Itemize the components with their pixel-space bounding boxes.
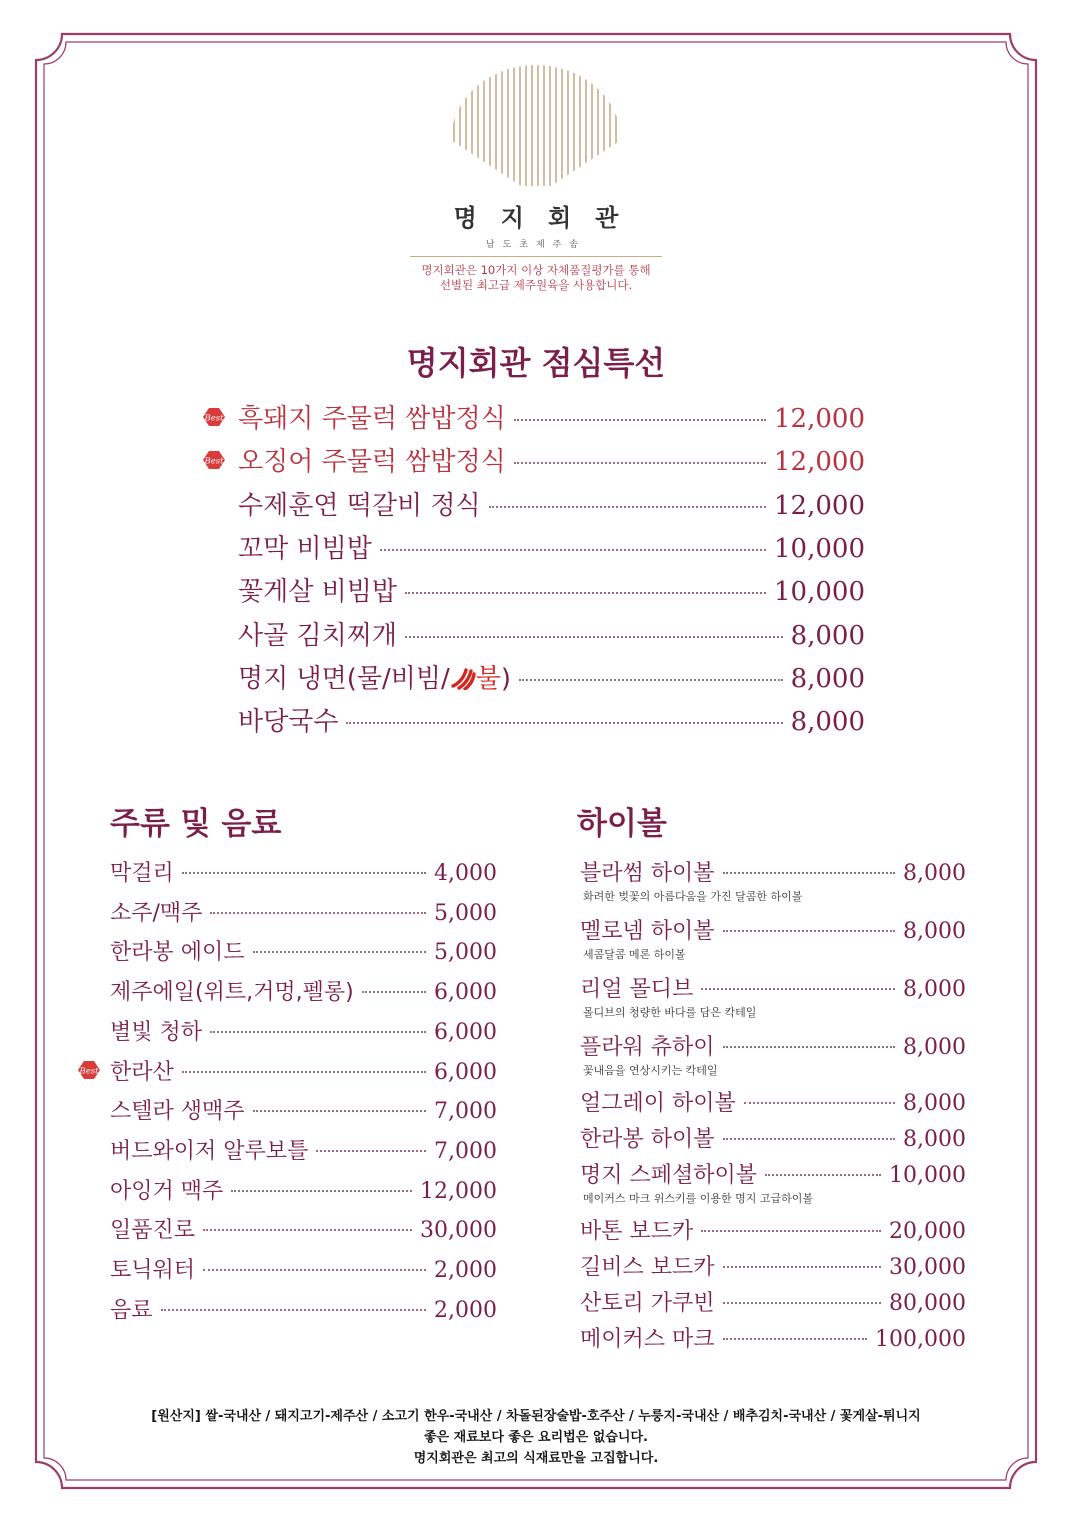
menu-item-price: 2,000 [434, 1258, 497, 1283]
menu-item-name [580, 914, 715, 945]
dot-leader [316, 1150, 426, 1152]
dot-leader [744, 1102, 895, 1104]
menu-item-name-text: 제주에일(위트,거멍,펠롱) [110, 980, 354, 1006]
menu-item-name-text: 메이커스 마크 [580, 1327, 715, 1352]
menu-row [580, 1158, 966, 1188]
dot-leader [380, 549, 766, 551]
dot-leader [253, 1110, 427, 1112]
menu-item-price: 6,000 [434, 1059, 497, 1085]
menu-item-name [110, 1094, 245, 1125]
best-badge-icon [199, 406, 229, 428]
menu-row [580, 972, 966, 1002]
menu-item-price: 8,000 [790, 663, 865, 694]
menu-row [580, 1030, 966, 1060]
menu-row [110, 1015, 497, 1047]
menu-row [238, 701, 865, 737]
menu-row [580, 1086, 966, 1116]
menu-item-name [580, 1214, 693, 1245]
menu-item-name-text: 토닉워터 [110, 1258, 196, 1283]
menu-item-name-text: 명지 냉면(물/비빔/ [238, 663, 450, 694]
menu-item-name-text: 바당국수 [238, 707, 339, 738]
menu-row [580, 1286, 966, 1316]
dot-leader [346, 722, 782, 724]
menu-item-name [580, 1122, 715, 1153]
menu-row [580, 1122, 966, 1152]
dot-leader [362, 991, 426, 993]
menu-item-name [238, 571, 397, 608]
menu-item-name [580, 1250, 715, 1281]
menu-item-name-text: 길비스 보드카 [580, 1255, 715, 1280]
menu-item-price: 7,000 [434, 1138, 497, 1164]
menu-item-price: 12,000 [774, 490, 865, 521]
brand-description-line1: 명지회관은 10가지 이상 자체품질평가를 통해 [421, 263, 651, 277]
dot-leader [723, 1046, 896, 1048]
menu-row [110, 1094, 497, 1126]
menu-item-name [238, 701, 338, 738]
menu-item-name [580, 1158, 757, 1189]
menu-item-price: 2,000 [434, 1297, 497, 1323]
menu-row [238, 658, 865, 694]
dot-leader [203, 1229, 412, 1231]
menu-item-price: 7,000 [434, 1099, 497, 1125]
menu-item-name [580, 1086, 736, 1117]
menu-row [110, 896, 497, 928]
dot-leader [405, 592, 766, 594]
menu-item-name [580, 856, 715, 887]
spicy-label: 불 [475, 663, 501, 694]
dot-leader [723, 872, 896, 874]
dot-leader [514, 419, 766, 421]
menu-item-name-text: 오징어 주물럭 쌈밥정식 [238, 447, 506, 478]
menu-item-name [110, 935, 245, 966]
menu-item-name-text: 한라봉 하이볼 [580, 1127, 715, 1152]
menu-item-price: 4,000 [434, 861, 497, 886]
menu-item-name [238, 441, 506, 478]
dot-leader [182, 872, 426, 874]
menu-item-price: 30,000 [889, 1255, 966, 1280]
menu-item-price: 80,000 [889, 1291, 966, 1316]
slogan-line-1: 좋은 재료보다 좋은 요리법은 없습니다. [424, 1430, 648, 1445]
dot-leader [765, 1174, 881, 1176]
brand-description [410, 263, 662, 293]
menu-item-price: 8,000 [790, 620, 865, 651]
menu-item-price: 6,000 [434, 980, 497, 1006]
highball-description: 몰디브의 청량한 바다를 담은 칵테일 [583, 1006, 757, 1019]
menu-item-name-text: 음료 [110, 1297, 153, 1323]
dot-leader [723, 930, 896, 932]
menu-row [238, 485, 865, 521]
menu-row [580, 914, 966, 944]
lunch-section-title: 명지회관 점심특선 [406, 344, 666, 382]
menu-row [110, 856, 497, 888]
menu-item-name-text: 산토리 가쿠빈 [580, 1291, 715, 1316]
menu-item-price: 8,000 [903, 977, 966, 1002]
menu-row [238, 528, 865, 564]
menu-item-name-text: 꽃게살 비빔밥 [238, 577, 397, 608]
dot-leader [514, 462, 766, 464]
menu-item-name [110, 1055, 174, 1086]
menu-item-name [110, 856, 174, 887]
menu-item-name [110, 896, 202, 927]
menu-item-name-text: 멜로넴 하이볼 [580, 919, 715, 944]
menu-item-name-text: 소주/맥주 [110, 900, 203, 926]
menu-row [110, 935, 497, 967]
best-badge-icon [199, 449, 229, 471]
menu-row [238, 398, 865, 434]
menu-item-name-text: 리얼 몰디브 [580, 977, 694, 1002]
dot-leader [203, 1269, 426, 1271]
dot-leader [161, 1309, 427, 1311]
highball-description: 꽃내음을 연상시키는 칵테일 [583, 1064, 718, 1077]
menu-item-name-text: 버드와이저 알루보틀 [110, 1138, 309, 1164]
menu-item-price: 5,000 [434, 900, 497, 926]
best-badge-label: Best [79, 1066, 99, 1076]
menu-row [580, 856, 966, 886]
highball-description: 메이커스 마크 위스키를 이용한 명지 고급하이볼 [583, 1192, 814, 1205]
dot-leader [723, 1302, 882, 1304]
slogan-line-2: 명지회관은 최고의 식재료만을 고집합니다. [413, 1451, 659, 1466]
dot-leader [723, 1138, 896, 1140]
menu-item-price: 12,000 [774, 447, 865, 478]
menu-item-name-text: 막걸리 [110, 861, 174, 886]
dot-leader [253, 951, 427, 953]
menu-item-price: 8,000 [903, 919, 966, 944]
menu-item-name-text: 블라썸 하이볼 [580, 861, 715, 886]
origin-footer [0, 1406, 1072, 1469]
menu-item-name-text: 얼그레이 하이볼 [580, 1091, 736, 1116]
menu-item-name [580, 972, 693, 1003]
brand-description-line2: 선별된 최고급 제주원육을 사용합니다. [439, 278, 633, 292]
highball-description: 화려한 벚꽃의 아름다움을 가진 달콤한 하이볼 [583, 890, 803, 903]
menu-item-price: 30,000 [420, 1218, 497, 1244]
brand-logo-block [410, 60, 662, 293]
menu-item-name-text: 스텔라 생맥주 [110, 1099, 245, 1125]
best-badge-label: Best [204, 413, 224, 424]
dot-leader [489, 506, 766, 508]
menu-item-name-text: 바톤 보드카 [580, 1219, 694, 1244]
menu-item-name [110, 975, 354, 1006]
fan-logo-icon [451, 60, 621, 186]
menu-item-price: 10,000 [774, 533, 865, 564]
menu-row [110, 1213, 497, 1245]
menu-row [110, 1174, 497, 1206]
menu-row [580, 1322, 966, 1352]
brand-subtitle: 남도초제주솜 [485, 240, 587, 250]
menu-row [110, 1293, 497, 1325]
menu-item-price: 20,000 [889, 1219, 966, 1244]
best-badge-label: Best [204, 456, 224, 467]
menu-item-name-text: 일품진로 [110, 1218, 196, 1244]
menu-item-price: 8,000 [903, 1091, 966, 1116]
menu-item-name-text: 플라워 츄하이 [580, 1035, 715, 1060]
menu-item-name-text: 아잉거 맥주 [110, 1178, 224, 1204]
menu-item-name [110, 1293, 153, 1324]
menu-row [580, 1250, 966, 1280]
menu-row [110, 1055, 497, 1087]
menu-item-name-text: 명지 스페셜하이볼 [580, 1163, 758, 1188]
menu-row [110, 1134, 497, 1166]
dot-leader [701, 1230, 881, 1232]
menu-item-price: 10,000 [889, 1163, 966, 1188]
menu-item-name [238, 398, 506, 435]
highball-section-title: 하이볼 [577, 806, 667, 842]
dot-leader [701, 988, 895, 990]
menu-item-name [110, 1174, 223, 1205]
menu-item-price: 12,000 [774, 404, 865, 434]
drinks-section-title: 주류 및 음료 [110, 806, 282, 842]
menu-item-price: 8,000 [790, 707, 865, 738]
dot-leader [231, 1190, 412, 1192]
menu-item-name [110, 1015, 202, 1046]
menu-row [238, 571, 865, 607]
menu-item-name [110, 1134, 308, 1165]
menu-item-price: 100,000 [875, 1327, 966, 1352]
dot-leader [723, 1338, 868, 1340]
menu-item-price: 8,000 [903, 1035, 966, 1060]
menu-item-name [580, 1322, 715, 1353]
best-badge-icon [74, 1059, 104, 1081]
menu-item-price: 10,000 [774, 577, 865, 608]
menu-item-name-text: 흑돼지 주물럭 쌈밥정식 [238, 404, 506, 434]
dot-leader [182, 1071, 426, 1073]
menu-item-name [580, 1286, 715, 1317]
menu-item-name-text: 한라산 [110, 1059, 174, 1085]
menu-row [238, 615, 865, 651]
menu-item-name-end: ) [500, 663, 512, 694]
menu-item-name-text: 수제훈연 떡갈비 정식 [238, 490, 481, 521]
menu-row [238, 441, 865, 477]
menu-item-name [580, 1030, 715, 1061]
menu-row [580, 1214, 966, 1244]
menu-item-name-text: 한라봉 에이드 [110, 940, 245, 966]
dot-leader [723, 1266, 882, 1268]
highball-description: 세콤달콤 메론 하이볼 [583, 948, 686, 961]
menu-item-name [238, 658, 511, 695]
menu-item-name [110, 1213, 195, 1244]
menu-item-name [238, 528, 372, 565]
menu-item-price: 6,000 [434, 1019, 497, 1045]
dot-leader [405, 636, 783, 638]
brand-divider [410, 256, 662, 257]
brand-name: 명지회관 [453, 203, 643, 232]
menu-row [110, 975, 497, 1007]
menu-item-price: 12,000 [420, 1178, 497, 1204]
menu-item-name [238, 615, 397, 652]
menu-item-price: 8,000 [903, 861, 966, 886]
dot-leader [210, 912, 426, 914]
dot-leader [519, 679, 783, 681]
chili-pepper-icon [450, 666, 476, 690]
menu-item-name-text: 꼬막 비빔밥 [238, 533, 372, 564]
dot-leader [210, 1031, 426, 1033]
menu-item-name-text: 사골 김치찌개 [238, 620, 397, 651]
menu-item-name [238, 485, 481, 522]
menu-item-name-text: 별빛 청하 [110, 1019, 203, 1045]
menu-item-price: 5,000 [434, 940, 497, 966]
menu-item-price: 8,000 [903, 1127, 966, 1152]
origin-info-text: [원산지] 쌀-국내산 / 돼지고기-제주산 / 소고기 한우-국내산 / 차돌된장술밥-호주산 / 누룽지-국내산 / 배추김치-국내산 / 꽃게살-튀니지 [151, 1409, 921, 1424]
menu-row [110, 1253, 497, 1285]
menu-item-name [110, 1253, 195, 1284]
